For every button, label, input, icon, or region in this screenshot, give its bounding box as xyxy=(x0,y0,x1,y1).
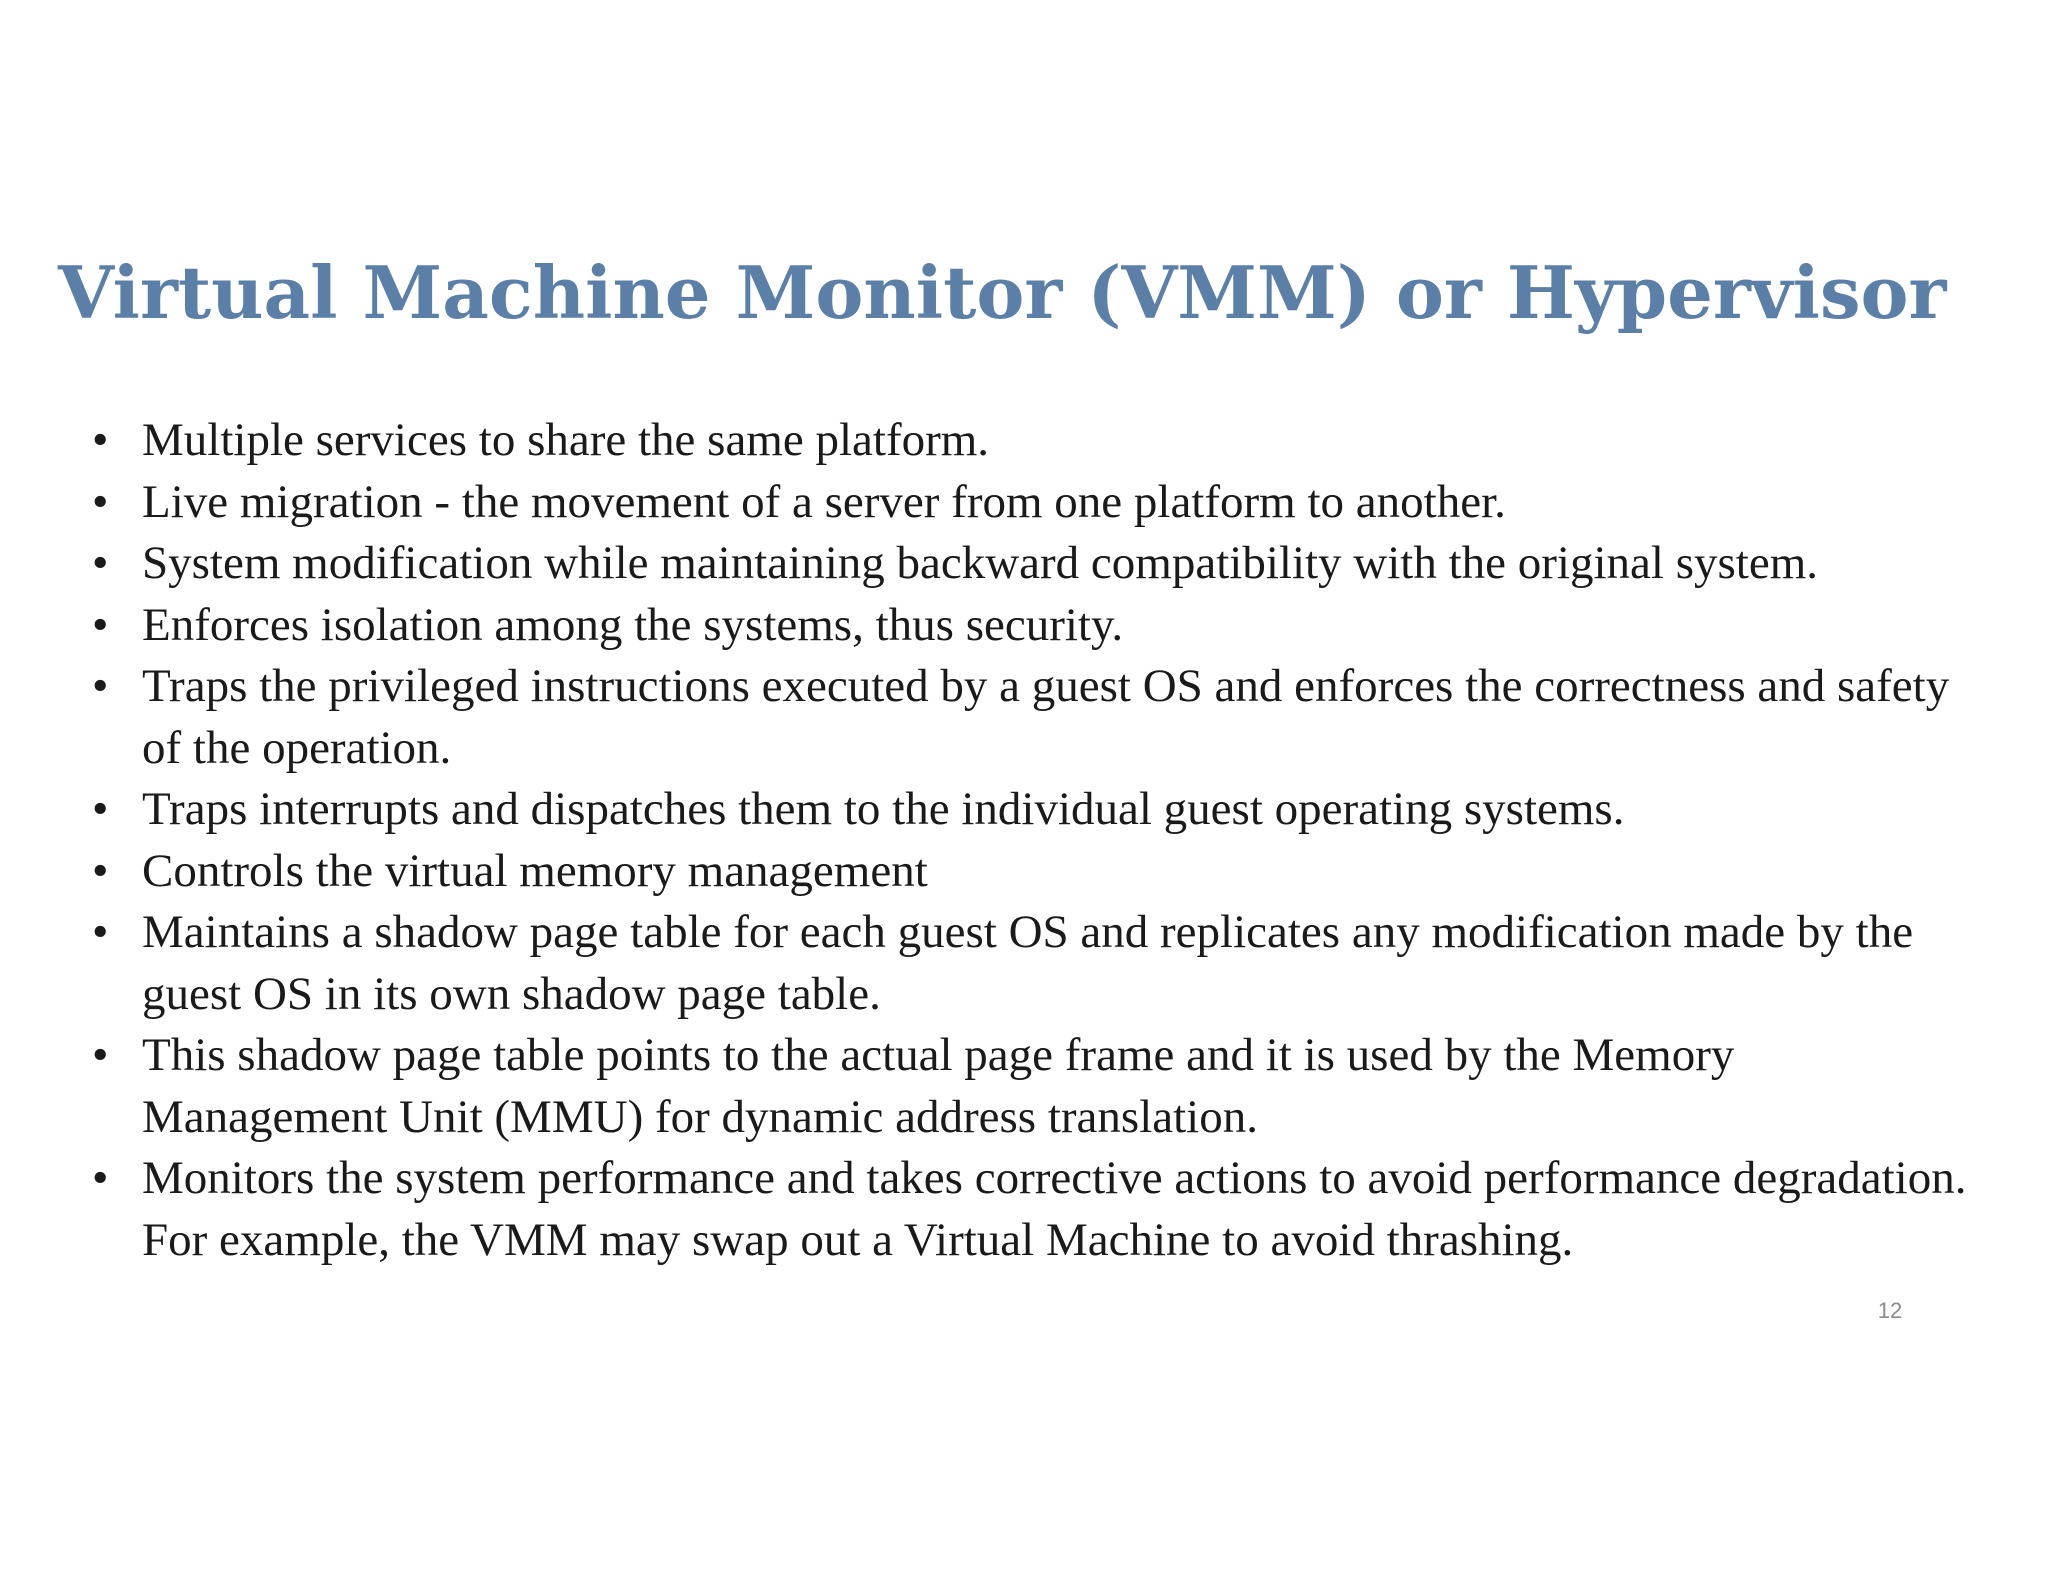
bullet-item xyxy=(92,656,1982,779)
bullet-item xyxy=(92,779,1982,841)
bullet-icon: • xyxy=(92,475,109,528)
bullet-icon: • xyxy=(92,598,109,651)
bullet-text: Controls the virtual memory management xyxy=(142,844,928,897)
bullet-text: Traps the privileged instructions executed by a guest OS and enforces the correctness and safety of the operation. xyxy=(142,660,1950,774)
bullet-icon: • xyxy=(92,906,109,958)
bullet-text: System modification while maintaining backward compatibility with the original system. xyxy=(142,537,1819,589)
slide-title: Virtual Machine Monitor (VMM) or Hypervisor xyxy=(58,250,1947,335)
bullet-item xyxy=(92,841,1982,903)
page-number: 12 xyxy=(1877,1298,1903,1323)
bullet-text: Enforces isolation among the systems, thus security. xyxy=(142,598,1124,651)
bullet-item xyxy=(92,472,1982,534)
bullet-item xyxy=(92,595,1982,657)
bullet-item xyxy=(92,410,1982,472)
bullet-item xyxy=(92,902,1982,1025)
bullet-text: This shadow page table points to the actual page frame and it is used by the Memory Management Unit (MMU) for dynamic address translation. xyxy=(142,1029,1735,1143)
bullet-icon: • xyxy=(92,414,109,466)
bullet-text: Monitors the system performance and takes corrective actions to avoid performance degradation. For example, the VMM may swap out a Virtual Machine to avoid thrashing. xyxy=(142,1152,1967,1266)
bullet-item xyxy=(92,1025,1982,1148)
bullet-icon: • xyxy=(92,660,109,712)
bullet-icon: • xyxy=(92,537,109,589)
bullet-icon: • xyxy=(92,844,109,897)
bullet-text: Multiple services to share the same platform. xyxy=(142,414,990,466)
bullet-text: Traps interrupts and dispatches them to the individual guest operating systems. xyxy=(142,783,1625,835)
bullet-icon: • xyxy=(92,783,109,835)
bullet-item xyxy=(92,1148,1982,1271)
bullet-text: Live migration - the movement of a server from one platform to another. xyxy=(142,475,1506,528)
bullet-text: Maintains a shadow page table for each guest OS and replicates any modification made by the guest OS in its own shadow page table. xyxy=(142,906,1914,1020)
bullet-icon: • xyxy=(92,1029,109,1081)
bullet-list xyxy=(92,410,1982,1271)
bullet-icon: • xyxy=(92,1152,109,1204)
bullet-item xyxy=(92,533,1982,595)
